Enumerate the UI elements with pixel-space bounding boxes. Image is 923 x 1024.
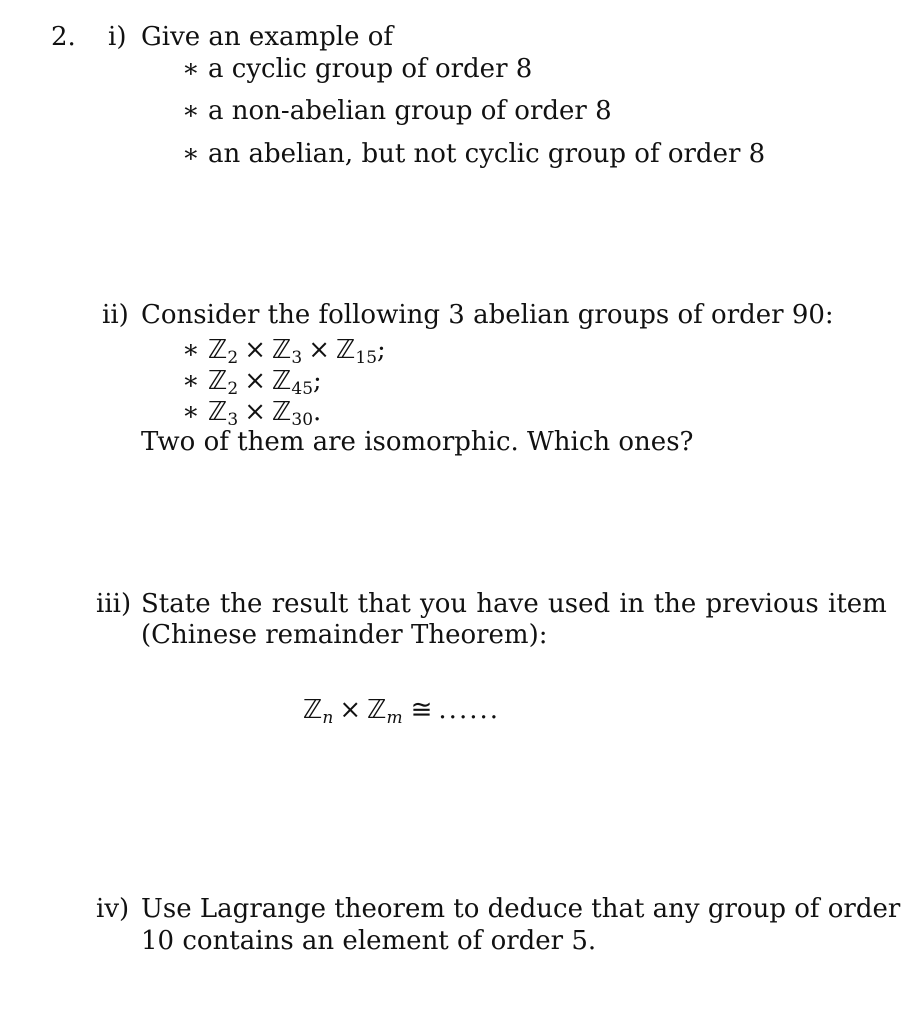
integers-symbol: ℤ bbox=[208, 366, 228, 396]
part-i-label: i) bbox=[108, 22, 127, 52]
group-end: . bbox=[313, 397, 322, 427]
formula-dots: ...... bbox=[438, 695, 501, 725]
part-i-bullet-text: a cyclic group of order 8 bbox=[208, 54, 533, 84]
part-ii-label: ii) bbox=[102, 300, 129, 330]
integers-symbol: ℤ bbox=[367, 695, 387, 725]
part-iv-line-2: 10 contains an element of order 5. bbox=[141, 926, 597, 956]
part-iv-label: iv) bbox=[96, 894, 130, 924]
part-ii-question: Two of them are isomorphic. Which ones? bbox=[141, 427, 694, 457]
group-item-2 bbox=[182, 366, 322, 399]
integers-symbol: ℤ bbox=[272, 335, 292, 365]
part-iii-line-2: (Chinese remainder Theorem): bbox=[141, 620, 548, 650]
integers-symbol: ℤ bbox=[208, 335, 228, 365]
formula-m: m bbox=[386, 708, 403, 728]
factor: 3 bbox=[291, 348, 303, 368]
factor: 30 bbox=[291, 410, 314, 430]
factor: 2 bbox=[227, 379, 239, 399]
part-i-bullet-text: a non-abelian group of order 8 bbox=[208, 96, 612, 126]
factor: 15 bbox=[355, 348, 378, 368]
times-symbol: × bbox=[308, 335, 330, 365]
bullet-icon: ∗ bbox=[182, 96, 200, 126]
bullet-icon: ∗ bbox=[182, 335, 200, 365]
bullet-icon: ∗ bbox=[182, 139, 200, 169]
times-symbol: × bbox=[339, 695, 362, 725]
times-symbol: × bbox=[244, 335, 266, 365]
integers-symbol: ℤ bbox=[303, 695, 323, 725]
group-end: ; bbox=[313, 366, 322, 396]
bullet-icon: ∗ bbox=[182, 366, 200, 396]
part-iii-line-1: State the result that you have used in the previous item bbox=[141, 589, 887, 619]
question-number: 2. bbox=[51, 22, 76, 52]
crt-formula bbox=[303, 695, 501, 728]
bullet-icon: ∗ bbox=[182, 397, 200, 427]
part-iv-line-1: Use Lagrange theorem to deduce that any group of order bbox=[141, 894, 901, 924]
part-i-bullet-2 bbox=[182, 98, 612, 124]
part-i-bullet-1 bbox=[182, 56, 532, 82]
bullet-icon: ∗ bbox=[182, 54, 200, 84]
group-item-1 bbox=[182, 335, 386, 368]
group-end: ; bbox=[377, 335, 386, 365]
isomorphic-symbol: ≅ bbox=[410, 695, 433, 725]
times-symbol: × bbox=[244, 397, 266, 427]
factor: 45 bbox=[291, 379, 314, 399]
integers-symbol: ℤ bbox=[208, 397, 228, 427]
integers-symbol: ℤ bbox=[336, 335, 356, 365]
integers-symbol: ℤ bbox=[272, 397, 292, 427]
integers-symbol: ℤ bbox=[272, 366, 292, 396]
group-item-3 bbox=[182, 397, 322, 430]
factor: 2 bbox=[227, 348, 239, 368]
formula-n: n bbox=[322, 708, 334, 728]
part-i-bullet-3 bbox=[182, 141, 765, 167]
part-ii-intro: Consider the following 3 abelian groups of order 90: bbox=[141, 300, 834, 330]
times-symbol: × bbox=[244, 366, 266, 396]
factor: 3 bbox=[227, 410, 239, 430]
part-i-intro: Give an example of bbox=[141, 22, 394, 52]
part-iii-label: iii) bbox=[96, 589, 132, 619]
part-i-bullet-text: an abelian, but not cyclic group of order 8 bbox=[208, 139, 766, 169]
